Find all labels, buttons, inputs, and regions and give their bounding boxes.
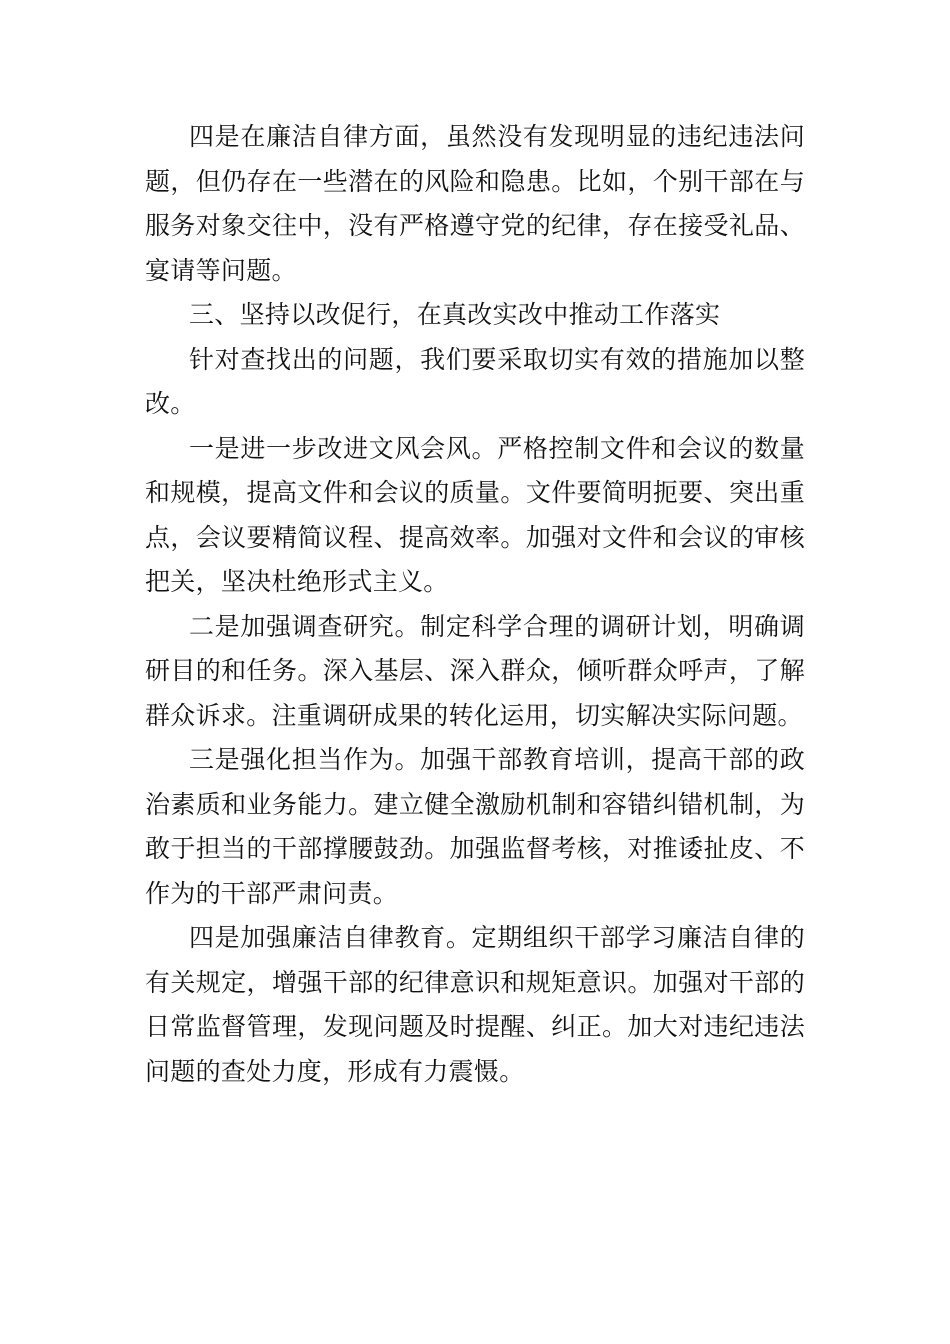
paragraph-rectification-intro: 针对查找出的问题，我们要采取切实有效的措施加以整改。 <box>145 344 805 418</box>
paragraph-writing-meeting-style: 一是进一步改进文风会风。严格控制文件和会议的数量和规模，提高文件和会议的质量。文件要简明扼要、突出重点，会议要精简议程、提高效率。加强对文件和会议的审核把关，坚决杜绝形式主义。 <box>145 433 805 596</box>
paragraph-integrity-issues: 四是在廉洁自律方面，虽然没有发现明显的违纪违法问题，但仍存在一些潜在的风险和隐患。比如，个别干部在与服务对象交往中，没有严格遵守党的纪律，存在接受礼品、宴请等问题。 <box>145 122 805 285</box>
paragraph-investigation-research: 二是加强调查研究。制定科学合理的调研计划，明确调研目的和任务。深入基层、深入群众，倾听群众呼声，了解群众诉求。注重调研成果的转化运用，切实解决实际问题。 <box>145 611 805 730</box>
paragraph-integrity-education: 四是加强廉洁自律教育。定期组织干部学习廉洁自律的有关规定，增强干部的纪律意识和规矩意识。加强对干部的日常监督管理，发现问题及时提醒、纠正。加大对违纪违法问题的查处力度，形成有力震慑。 <box>145 923 805 1086</box>
paragraph-responsibility: 三是强化担当作为。加强干部教育培训，提高干部的政治素质和业务能力。建立健全激励机制和容错纠错机制，为敢于担当的干部撑腰鼓劲。加强监督考核，对推诿扯皮、不作为的干部严肃问责。 <box>145 745 805 908</box>
section-heading-rectification: 三、坚持以改促行，在真改实改中推动工作落实 <box>189 300 721 329</box>
document-body <box>145 115 805 1094</box>
